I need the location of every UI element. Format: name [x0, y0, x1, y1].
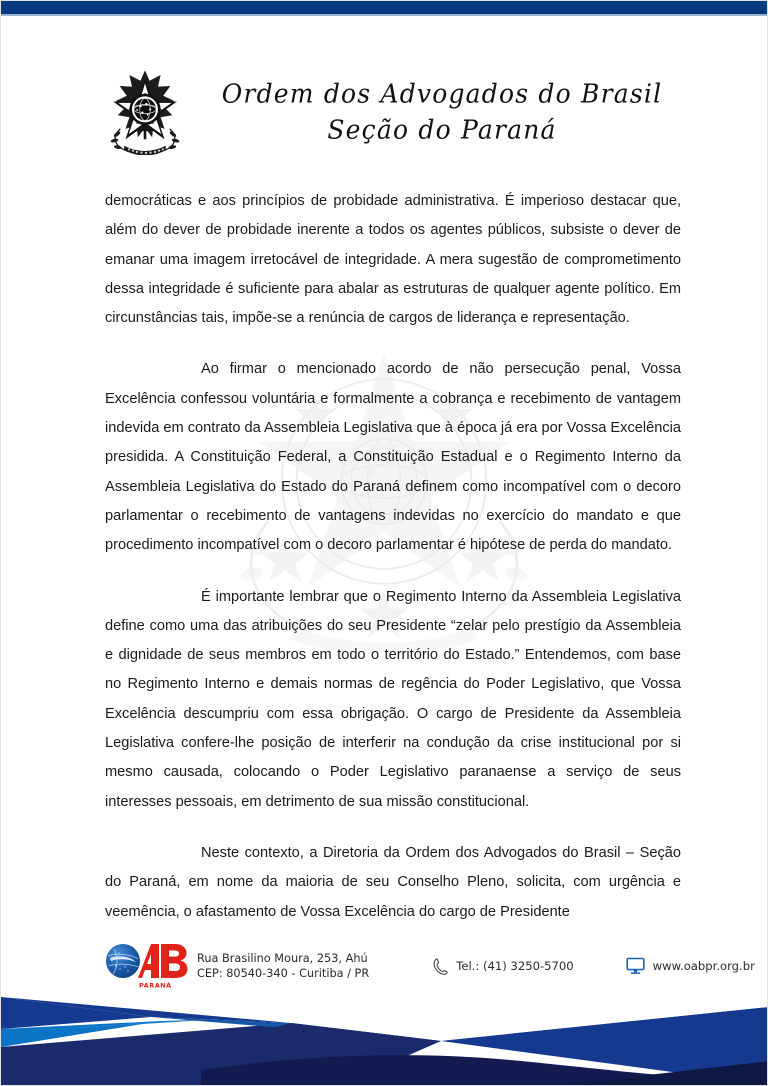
letterhead-text: [221, 78, 663, 145]
bottom-decorative-band: [1, 989, 768, 1085]
phone-icon: [432, 957, 449, 976]
oab-parana-logo: [105, 941, 189, 991]
phone-text: Tel.: (41) 3250-5700: [456, 959, 574, 973]
svg-text:PARANÁ: PARANÁ: [139, 981, 172, 990]
letterhead: [1, 59, 767, 164]
monitor-icon: [626, 957, 645, 975]
top-accent-bar: [1, 1, 767, 14]
page-footer: [105, 939, 755, 993]
paragraph-2: Ao firmar o mencionado acordo de não persecução penal, Vossa Excelência confessou voluntária e formalmente a cobrança e recebimento de vantagem indevida em contrato da Assembleia Legislativa que à época já era por Vossa Excelência presidida. A Constituição Federal, a Constituição Estadual e o Regimento Interno da Assembleia Legislativa do Estado do Paraná definem como incompatível com o decoro parlamentar o recebimento de vantagens indevidas no exercício do mandato e que procedimento incompatível com o decoro parlamentar é hipótese de perda do mandato.: [105, 361, 681, 554]
letterhead-line-2: Seção do Paraná: [327, 114, 557, 145]
footer-website: [626, 957, 755, 975]
letterhead-line-1: Ordem dos Advogados do Brasil: [221, 78, 663, 109]
document-body: [105, 187, 681, 927]
paragraph-4: Neste contexto, a Diretoria da Ordem dos Advogados do Brasil – Seção do Paraná, em nome da maioria de seu Conselho Pleno, solicita, com urgência e veemência, o afastamento de Vossa Excelência do cargo de Presidente: [105, 844, 681, 920]
address-line-1: Rua Brasilino Moura, 253, Ahú: [197, 951, 368, 965]
brazil-coat-of-arms-icon: [106, 69, 184, 155]
website-text: www.oabpr.org.br: [652, 959, 755, 973]
address-line-2: CEP: 80540-340 - Curitiba / PR: [197, 967, 370, 980]
footer-phone: [432, 957, 573, 976]
paragraph-3: É importante lembrar que o Regimento Interno da Assembleia Legislativa define como uma das atribuições do seu Presidente “zelar pelo prestígio da Assembleia e dignidade de seus membros em todo o território do Estado.” Entendemos, com base no Regimento Interno e demais normas de regência do Poder Legislativo, que Vossa Excelência descumpriu com essa obrigação. O cargo de Presidente da Assembleia Legislativa confere-lhe posição de interferir na condução da crise institucional por si mesmo causada, colocando o Poder Legislativo paranaense a serviço de seus interesses pessoais, em detrimento de sua missão constitucional.: [105, 588, 681, 810]
footer-address: [197, 951, 369, 982]
paragraph-1: democráticas e aos princípios de probidade administrativa. É imperioso destacar que, além do dever de probidade inerente a todos os agentes públicos, subsiste o dever de emanar uma imagem irretocável de integridade. A mera sugestão de comprometimento dessa integridade é suficiente para abalar as estruturas de qualquer agente político. Em circunstâncias tais, impõe-se a renúncia de cargos de liderança e representação.: [105, 193, 681, 327]
top-accent-bar-shadow: [1, 14, 767, 16]
